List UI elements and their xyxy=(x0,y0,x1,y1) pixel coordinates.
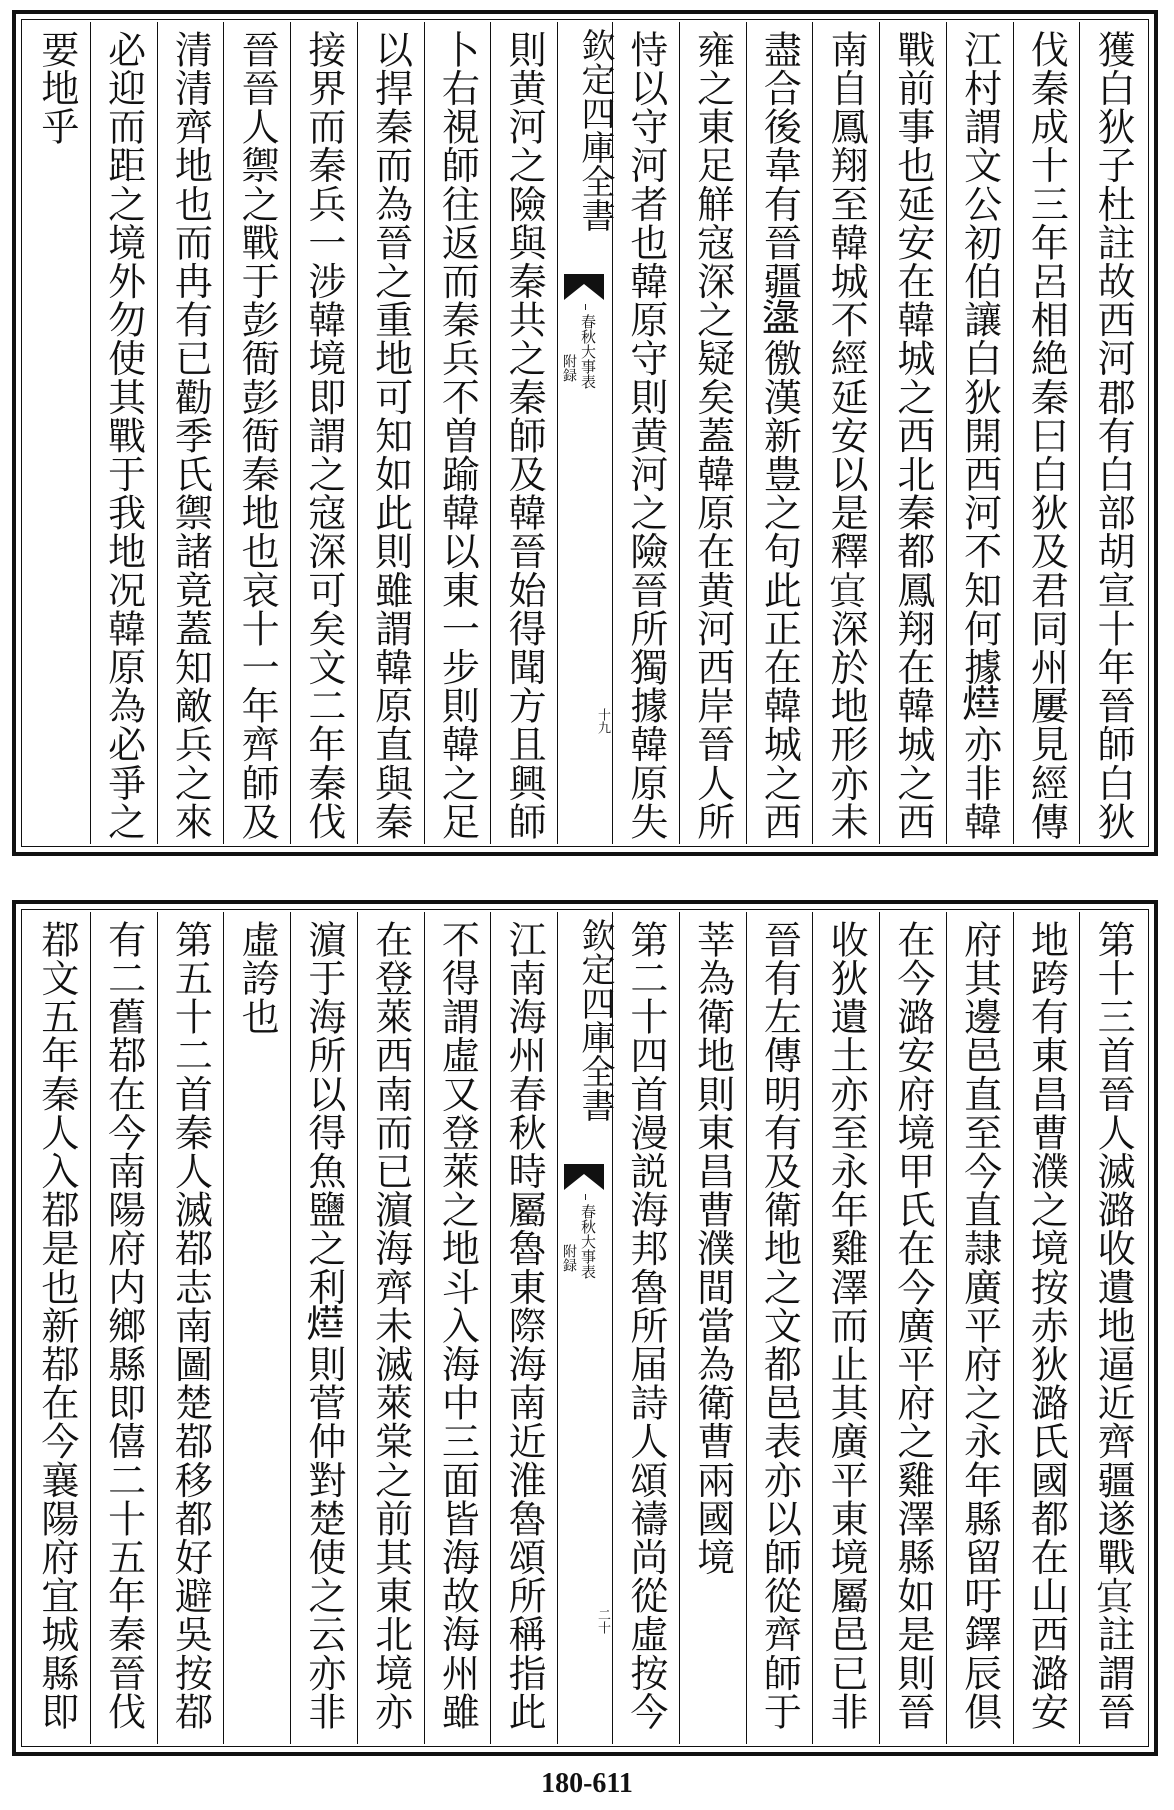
gutter-folio: 二十 xyxy=(595,1608,610,1634)
text-column: 則黄河之險與秦共之秦師及韓晉始得聞方且興師 xyxy=(490,22,557,844)
top-text-columns xyxy=(24,22,1146,844)
text-column: 雍之東足觧寇深之疑矣蓋韓原在黄河西岸晉人所 xyxy=(679,22,746,844)
text-column: 伐秦成十三年呂相絶秦曰白狄及君同州屢見經傳 xyxy=(1013,22,1080,844)
text-column: 卜右視師往返而秦兵不曽踰韓以東一步則韓之足 xyxy=(424,22,491,844)
text-column: 不得謂虛又登萊之地斗入海中三面皆海故海州雖 xyxy=(424,912,491,1744)
gutter-section: 附録 xyxy=(561,1244,577,1272)
text-column: 接界而秦兵一涉韓境即謂之寇深可矣文二年秦伐 xyxy=(290,22,357,844)
bottom-page xyxy=(12,900,1158,1756)
gutter-title: 欽定四庫全書 xyxy=(575,28,615,232)
text-column: 第十三首晉人滅潞收遺地逼近齊疆遂戰𡨋註謂晉 xyxy=(1079,912,1146,1744)
bottom-text-columns xyxy=(24,912,1146,1744)
text-column: 盡合後韋有晉疆𥂖徼漢新豊之句此正在韓城之西 xyxy=(746,22,813,844)
gutter-section: 附録 xyxy=(561,354,577,382)
gutter-title: 欽定四庫全書 xyxy=(575,918,615,1122)
text-column: 有二舊鄀在今南陽府内鄉縣即僖二十五年秦晉伐 xyxy=(90,912,157,1744)
text-column: 收狄遺土亦至永年雞澤而止其廣平東境屬邑已非 xyxy=(812,912,879,1744)
text-column: 第五十二首秦人滅鄀志南圖楚鄀移都好避吳按鄀 xyxy=(157,912,224,1744)
top-page xyxy=(12,10,1158,856)
text-column: 晉有左傳明有及衛地之文都邑表亦以師從齊師于 xyxy=(746,912,813,1744)
fish-tail-icon xyxy=(564,274,604,300)
text-column: 以捍秦而為晉之重地可知如此則雖謂韓原直與秦 xyxy=(357,22,424,844)
text-column: 鄀文五年秦人入鄀是也新鄀在今襄陽府宜城縣即 xyxy=(34,920,79,1731)
text-column: 莘為衛地則東昌曹濮間當為衛曹兩國境 xyxy=(679,912,746,1744)
text-column: 獲白狄子杜註故西河郡有白部胡宣十年晉師白狄 xyxy=(1079,22,1146,844)
fish-tail-icon xyxy=(564,1164,604,1190)
text-column: 江南海州春秋時屬魯東際海南近淮魯頌所稱指此 xyxy=(490,912,557,1744)
gutter-book-title: 春秋大事表 xyxy=(579,1204,597,1279)
text-column: 要地乎 xyxy=(34,30,79,146)
text-column: 濵于海所以得魚鹽之利𤍞則菅仲對楚使之云亦非 xyxy=(290,912,357,1744)
gutter-book-title: 春秋大事表 xyxy=(579,314,597,389)
center-gutter xyxy=(557,22,615,844)
gutter-folio: 十九 xyxy=(595,708,610,734)
text-column: 江村謂文公初伯讓白狄開西河不知何據𤍞亦非韓 xyxy=(946,22,1013,844)
text-column: 府其邊邑直至今直隷廣平府之永年縣留吁鐸辰倶 xyxy=(946,912,1013,1744)
text-column: 地跨有東昌曹濮之境按赤狄潞氏國都在山西潞安 xyxy=(1013,912,1080,1744)
text-column: 南自鳳翔至韓城不經延安以是釋𡨋深於地形亦未 xyxy=(812,22,879,844)
text-column: 清清齊地也而冉有已勸季氏禦諸竟蓋知敵兵之來 xyxy=(157,22,224,844)
text-column: 恃以守河者也韓原守則黄河之險晉所獨據韓原失 xyxy=(612,22,679,844)
text-column: 虛誇也 xyxy=(223,912,290,1744)
page-code: 180-611 xyxy=(541,1768,633,1799)
text-column: 晉晉人禦之戰于彭衙彭衙秦地也哀十一年齊師及 xyxy=(223,22,290,844)
center-gutter xyxy=(557,912,615,1744)
text-column: 在今潞安府境甲氏在今廣平府之雞澤縣如是則晉 xyxy=(879,912,946,1744)
text-column: 在登萊西南而已濵海齊未滅萊棠之前其東北境亦 xyxy=(357,912,424,1744)
text-column: 第二十四首漫説海邦魯所届詩人頌禱尚從虛按今 xyxy=(612,912,679,1744)
text-column: 必迎而距之境外勿使其戰于我地况韓原為必爭之 xyxy=(90,22,157,844)
text-column: 戰前事也延安在韓城之西北秦都鳳翔在韓城之西 xyxy=(879,22,946,844)
